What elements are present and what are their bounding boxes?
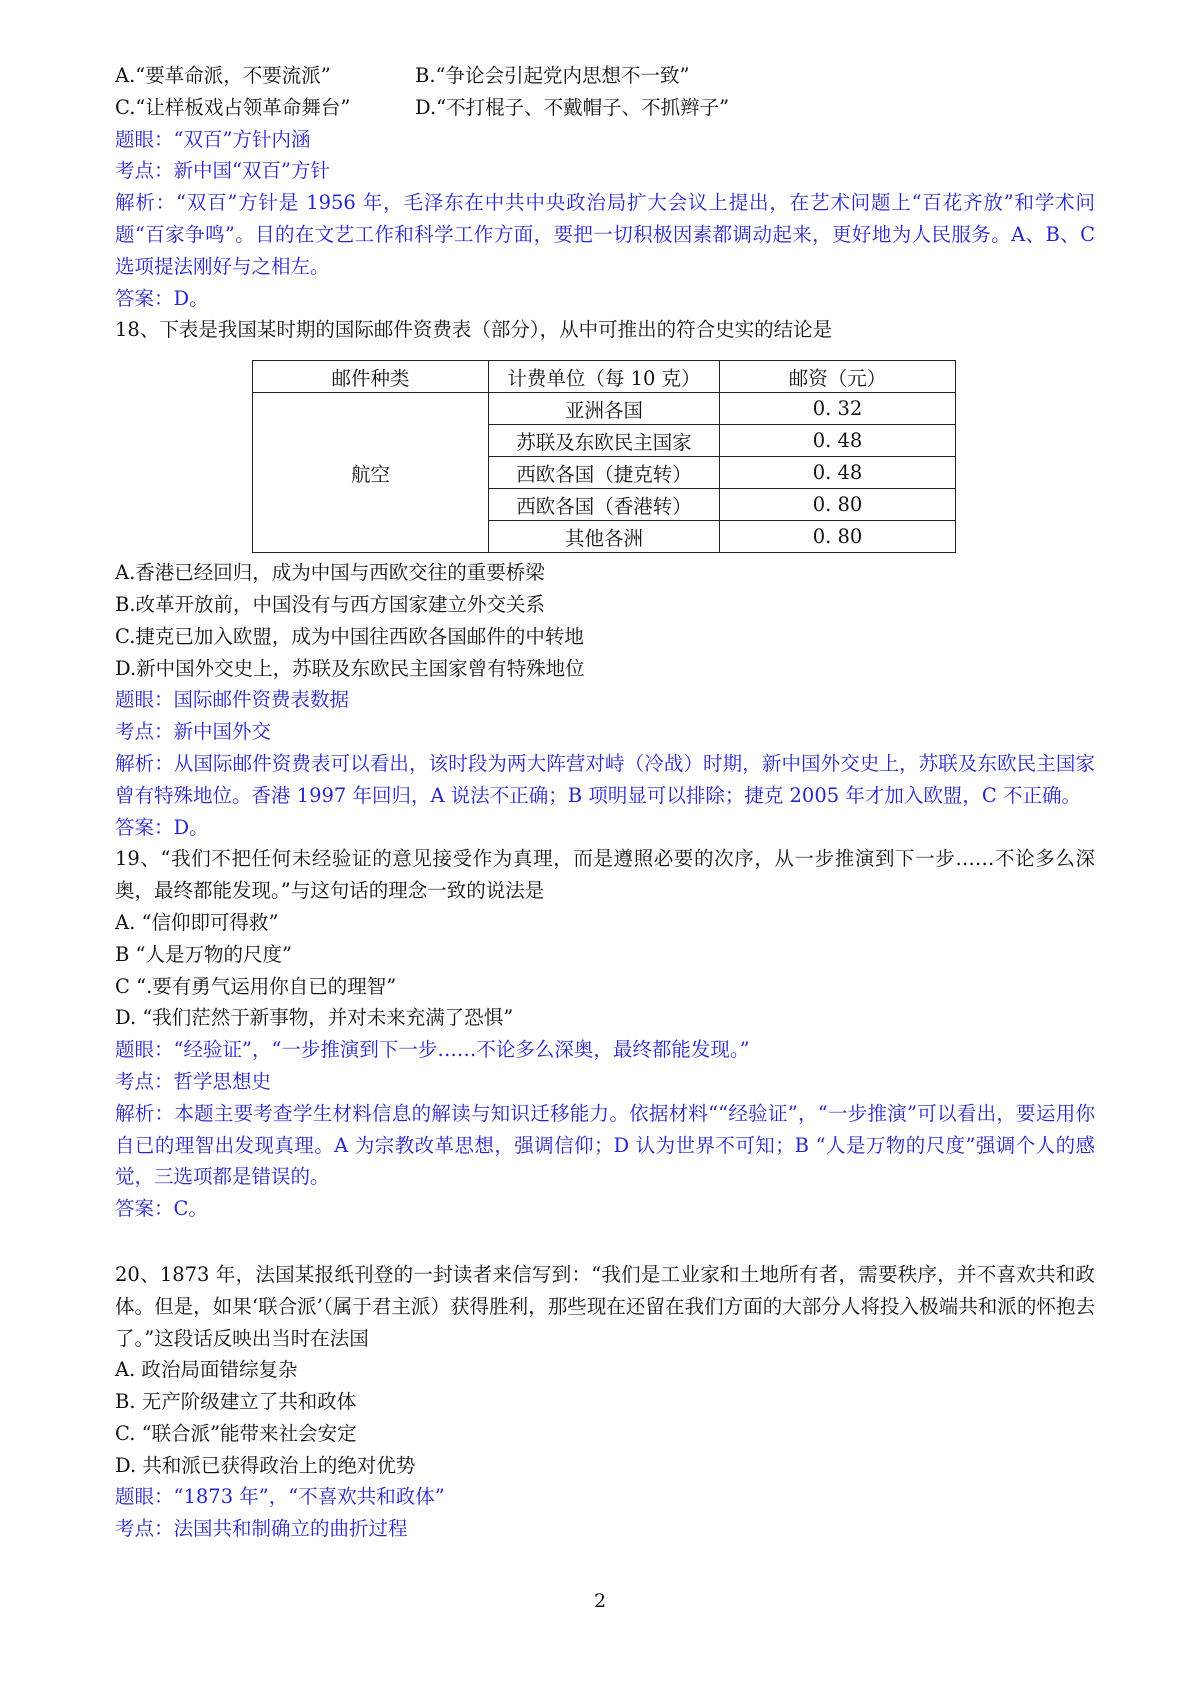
- q19-stem: 19、“我们不把任何未经验证的意见接受作为真理，而是遵照必要的次序，从一步推演到下一步……不论多么深奥，最终都能发现。”与这句话的理念一致的说法是: [115, 847, 1095, 903]
- q19-kaodian: 考点：哲学思想史: [115, 1069, 272, 1093]
- fee-cell: 0. 80: [720, 521, 956, 553]
- q19-answer: 答案：C。: [115, 1197, 208, 1221]
- postage-table-header: [253, 361, 956, 393]
- q17-tiyan: 题眼：“双百”方针内涵: [115, 127, 311, 151]
- q17-option-c: C.“让样板戏占领革命舞台”: [115, 95, 351, 119]
- mail-category-cell: 航空: [253, 393, 489, 553]
- q20-option-d: D. 共和派已获得政治上的绝对优势: [115, 1453, 416, 1477]
- q20-option-b: B. 无产阶级建立了共和政体: [115, 1390, 357, 1414]
- q18-tiyan: 题眼：国际邮件资费表数据: [115, 688, 350, 712]
- q20-option-a: A. 政治局面错综复杂: [115, 1358, 298, 1382]
- q18-option-b: B.改革开放前，中国没有与西方国家建立外交关系: [115, 592, 546, 616]
- q20-kaodian: 考点：法国共和制确立的曲折过程: [115, 1517, 408, 1541]
- q18-jiexi: 解析：从国际邮件资费表可以看出，该时段为两大阵营对峙（冷战）时期，新中国外交史上，苏联及东欧民主国家曾有特殊地位。香港 1997 年回归，A 说法不正确；B 项明显可以排除；捷克 2005 年才加入欧盟，C 不正确。: [115, 751, 1095, 807]
- region-cell: 西欧各国（香港转）: [489, 489, 720, 521]
- page-number: 2: [593, 1590, 607, 1612]
- q17-jiexi: 解析：“双百”方针是 1956 年，毛泽东在中共中央政治局扩大会议上提出，在艺术问题上“百花齐放”和学术问题“百家争鸣”。目的在文艺工作和科学工作方面，要把一切积极因素都调动起来，更好地为人民服务。A、B、C 选项提法刚好与之相左。: [115, 191, 1095, 278]
- q19-option-b: B “人是万物的尺度”: [115, 942, 292, 966]
- document-content: [115, 60, 1095, 1545]
- q17-kaodian: 考点：新中国“双百”方针: [115, 159, 330, 183]
- fee-cell: 0. 32: [720, 393, 956, 425]
- q17-options-row-1: [115, 60, 1095, 92]
- header-fee: 邮资（元）: [720, 361, 956, 393]
- fee-cell: 0. 48: [720, 425, 956, 457]
- region-cell: 苏联及东欧民主国家: [489, 425, 720, 457]
- q20-stem: 20、1873 年，法国某报纸刊登的一封读者来信写到：“我们是工业家和土地所有者，需要秩序，并不喜欢共和政体。但是，如果‘联合派’（属于君主派）获得胜利，那些现在还留在我们方面的大部分人将投入极端共和派的怀抱去了。”这段话反映出当时在法国: [115, 1262, 1095, 1350]
- region-cell: 其他各洲: [489, 521, 720, 553]
- q19-option-d: D. “我们茫然于新事物，并对未来充满了恐惧”: [115, 1006, 514, 1030]
- q18-option-a: A.香港已经回归，成为中国与西欧交往的重要桥梁: [115, 561, 545, 585]
- region-cell: 亚洲各国: [489, 393, 720, 425]
- q18-answer: 答案：D。: [115, 815, 209, 839]
- q20-option-c: C. “联合派”能带来社会安定: [115, 1421, 357, 1445]
- header-unit: 计费单位（每 10 克）: [489, 361, 720, 393]
- q18-kaodian: 考点：新中国外交: [115, 720, 272, 744]
- q19-jiexi: 解析：本题主要考查学生材料信息的解读与知识迁移能力。依据材料““经验证”，“一步推演”可以看出，要运用你自已的理智出发现真理。A 为宗教改革思想，强调信仰；D 认为世界不可知；B “人是万物的尺度”强调个人的感觉，三选项都是错误的。: [115, 1101, 1095, 1189]
- spacer: [115, 1225, 1095, 1259]
- q18-stem: 18、下表是我国某时期的国际邮件资费表（部分），从中可推出的符合史实的结论是: [115, 318, 833, 342]
- q19-option-a: A. “信仰即可得救”: [115, 910, 279, 934]
- q18-option-c: C.捷克已加入欧盟，成为中国往西欧各国邮件的中转地: [115, 624, 584, 648]
- header-mail-type: 邮件种类: [253, 361, 489, 393]
- q17-option-b: B.“争论会引起党内思想不一致”: [415, 64, 690, 87]
- fee-cell: 0. 48: [720, 457, 956, 489]
- q17-option-d: D.“不打棍子、不戴帽子、不抓辫子”: [415, 95, 730, 119]
- q18-option-d: D.新中国外交史上，苏联及东欧民主国家曾有特殊地位: [115, 656, 585, 680]
- postage-table: [252, 360, 956, 553]
- region-cell: 西欧各国（捷克转）: [489, 457, 720, 489]
- q19-tiyan: 题眼：“经验证”，“一步推演到下一步……不论多么深奥，最终都能发现。”: [115, 1038, 750, 1062]
- fee-cell: 0. 80: [720, 489, 956, 521]
- q17-option-a: A.“要革命派，不要流派”: [115, 64, 331, 87]
- q20-tiyan: 题眼：“1873 年”，“不喜欢共和政体”: [115, 1485, 445, 1509]
- q17-options-row-2: [115, 92, 1095, 124]
- q19-option-c: C “.要有勇气运用你自已的理智”: [115, 974, 397, 998]
- q17-answer: 答案：D。: [115, 286, 209, 310]
- table-row: [253, 393, 956, 425]
